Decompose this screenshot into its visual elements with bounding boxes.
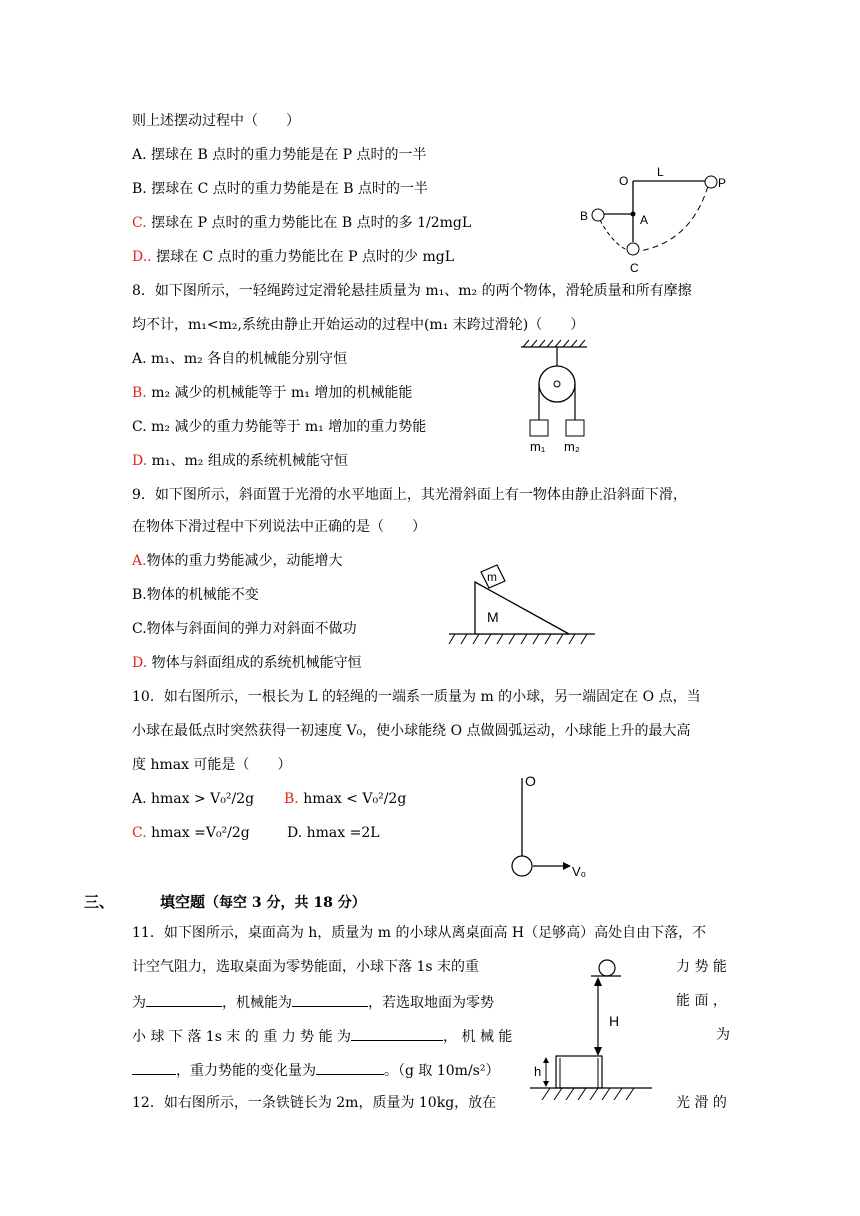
q7-option-c-text: 摆球在 P 点时的重力势能比在 B 点时的多 1/2mgL [146, 215, 472, 231]
q11-line3-right: 能 面 ， [676, 993, 727, 1009]
q9-option-d [132, 654, 362, 672]
q7-fig-label-b: B [580, 209, 589, 223]
q9-option-c-text: 物体与斜面间的弹力对斜面不做功 [146, 621, 357, 637]
q11-fig-label-small-h: h [534, 1064, 542, 1079]
q11-line3-suffix: ，若选取地面为零势 [368, 995, 494, 1011]
q10-fig-label-o: O [525, 773, 536, 789]
q10-option-c-letter: C. [132, 825, 147, 841]
q7-option-b-text: 摆球在 C 点时的重力势能是在 B 点时的一半 [146, 181, 428, 197]
q11-blank-gpe-table[interactable] [146, 992, 222, 1007]
q8-fig-label-m2: m₂ [564, 439, 580, 454]
q8-option-c-text: m₂ 减少的重力势能等于 m₁ 增加的重力势能 [146, 419, 427, 435]
q7-pendulum-figure [570, 160, 750, 280]
q9-fig-label-small-m: m [487, 570, 497, 584]
q8-option-a [132, 350, 347, 368]
q10-option-b-letter: B. [284, 791, 299, 807]
q9-option-c-letter: C. [132, 621, 147, 637]
q11-stem-line1: 11．如下图所示，桌面高为 h，质量为 m 的小球从离桌面高 H（足够高）高处自由下落，不 [132, 925, 707, 941]
q7-option-b [132, 180, 428, 198]
q11-fig-label-big-h: H [609, 1013, 620, 1029]
q10-option-c [132, 824, 250, 842]
q11-line2-left: 计空气阻力，选取桌面为零势能面，小球下落 1s 末的重 [132, 959, 479, 975]
q11-line5-suffix: 。（g 取 10m/s²） [384, 1063, 500, 1079]
q8-pulley-figure [515, 338, 605, 458]
q7-fig-label-c: C [630, 261, 639, 275]
q9-option-d-text: 物体与斜面组成的系统机械能守恒 [147, 655, 362, 671]
q10-string-ball-figure [505, 768, 600, 883]
q11-line3-prefix: 为 [132, 995, 146, 1011]
q8-option-d-letter: D. [132, 453, 148, 469]
q11-line4-prefix: 小 球 下 落 1s 末 的 重 力 势 能 为 [132, 1029, 352, 1045]
q8-fig-label-m1: m₁ [530, 439, 546, 454]
q8-stem-line2: 均不计，m₁<m₂,系统由静止开始运动的过程中(m₁ 末跨过滑轮)（ ） [132, 317, 585, 333]
q7-fig-label-p: P [718, 176, 727, 190]
q7-option-a-letter: A. [132, 147, 147, 163]
q12-stem-line1-right: 光 滑 的 [676, 1095, 727, 1111]
section3-note: （每空 3 分，共 18 分） [205, 895, 366, 911]
q11-line4-left [132, 1026, 512, 1046]
q11-blank-gpe-ground[interactable] [351, 1026, 443, 1041]
section3-number: 三、 [84, 893, 115, 911]
q9-incline-figure [445, 560, 605, 650]
q7-fig-label-a: A [640, 213, 649, 227]
q7-option-a [132, 146, 427, 164]
q10-stem-line3: 度 hmax 可能是（ ） [132, 757, 292, 773]
q7-option-a-text: 摆球在 B 点时的重力势能是在 P 点时的一半 [146, 147, 427, 163]
q11-blank-me-ground[interactable] [132, 1060, 176, 1075]
q11-line4-suffix: ， 机 械 能 [443, 1029, 513, 1045]
q11-line3-left [132, 992, 494, 1012]
q11-line4-right: 为 [716, 1027, 730, 1043]
section3-title: 填空题 [160, 893, 206, 911]
q10-option-b-text: hmax < V₀²/2g [298, 791, 407, 807]
q7-option-b-letter: B. [132, 181, 147, 197]
q7-option-c [132, 214, 471, 232]
q10-stem-line1: 10．如右图所示，一根长为 L 的轻绳的一端系一质量为 m 的小球，另一端固定在 O 点，当 [132, 689, 701, 705]
q8-option-d-text: m₁、m₂ 组成的系统机械能守恒 [147, 453, 348, 469]
q10-option-c-text: hmax =V₀²/2g [146, 825, 250, 841]
q10-option-d [287, 824, 380, 842]
q9-stem-line2: 在物体下滑过程中下列说法中正确的是（ ） [132, 519, 426, 535]
q9-stem-line1: 9．如下图所示，斜面置于光滑的水平地面上，其光滑斜面上有一物体由静止沿斜面下滑， [132, 487, 687, 503]
q11-line5 [132, 1060, 499, 1080]
section3-heading [160, 893, 366, 912]
q11-blank-delta-gpe[interactable] [316, 1060, 384, 1075]
q10-option-a-text: hmax > V₀²/2g [146, 791, 255, 807]
q7-option-d-text: 摆球在 C 点时的重力势能比在 P 点时的少 mgL [151, 249, 455, 265]
q9-option-d-letter: D. [132, 655, 148, 671]
q8-option-b [132, 384, 412, 402]
q8-option-a-text: m₁、m₂ 各自的机械能分别守恒 [146, 351, 348, 367]
q9-option-b-letter: B. [132, 587, 147, 603]
q11-line3-mid: ，机械能为 [222, 995, 292, 1011]
q9-option-a [132, 552, 343, 570]
q9-option-c [132, 620, 357, 638]
q10-stem-line2: 小球在最低点时突然获得一初速度 V₀，使小球能绕 O 点做圆弧运动，小球能上升的最大高 [132, 723, 691, 739]
q7-option-d [132, 248, 454, 266]
q10-option-d-text: hmax =2L [302, 825, 380, 841]
q10-option-a [132, 790, 254, 808]
q8-option-d [132, 452, 348, 470]
q12-stem-line1-left: 12．如右图所示，一条铁链长为 2m，质量为 10kg，放在 [132, 1095, 497, 1111]
q9-option-a-letter: A. [132, 553, 147, 569]
q10-option-d-letter: D. [287, 825, 303, 841]
q8-option-c [132, 418, 426, 436]
q7-stem-tail: 则上述摆动过程中（ ） [132, 113, 300, 129]
q9-fig-label-big-m: M [487, 609, 499, 625]
q10-fig-label-v0: V₀ [572, 864, 587, 879]
q9-option-b [132, 586, 259, 604]
q11-blank-me-table[interactable] [292, 992, 368, 1007]
q10-option-a-letter: A. [132, 791, 147, 807]
q7-fig-label-l: L [657, 165, 664, 179]
q7-option-d-letter: D.. [132, 249, 152, 265]
q7-option-c-letter: C. [132, 215, 147, 231]
q10-option-b [284, 790, 406, 808]
q9-option-b-text: 物体的机械能不变 [146, 587, 259, 603]
q11-falling-ball-figure [520, 958, 670, 1106]
q11-line2-right: 力 势 能 [676, 959, 727, 975]
q11-line5-mid: ，重力势能的变化量为 [176, 1063, 316, 1079]
q8-option-b-text: m₂ 减少的机械能等于 m₁ 增加的机械能能 [146, 385, 413, 401]
q8-stem-line1: 8．如下图所示，一轻绳跨过定滑轮悬挂质量为 m₁、m₂ 的两个物体，滑轮质量和所有摩擦 [132, 283, 692, 299]
q8-option-a-letter: A. [132, 351, 147, 367]
q9-option-a-text: 物体的重力势能减少，动能增大 [146, 553, 343, 569]
q7-fig-label-o: O [619, 174, 629, 188]
q8-option-b-letter: B. [132, 385, 147, 401]
q8-option-c-letter: C. [132, 419, 147, 435]
